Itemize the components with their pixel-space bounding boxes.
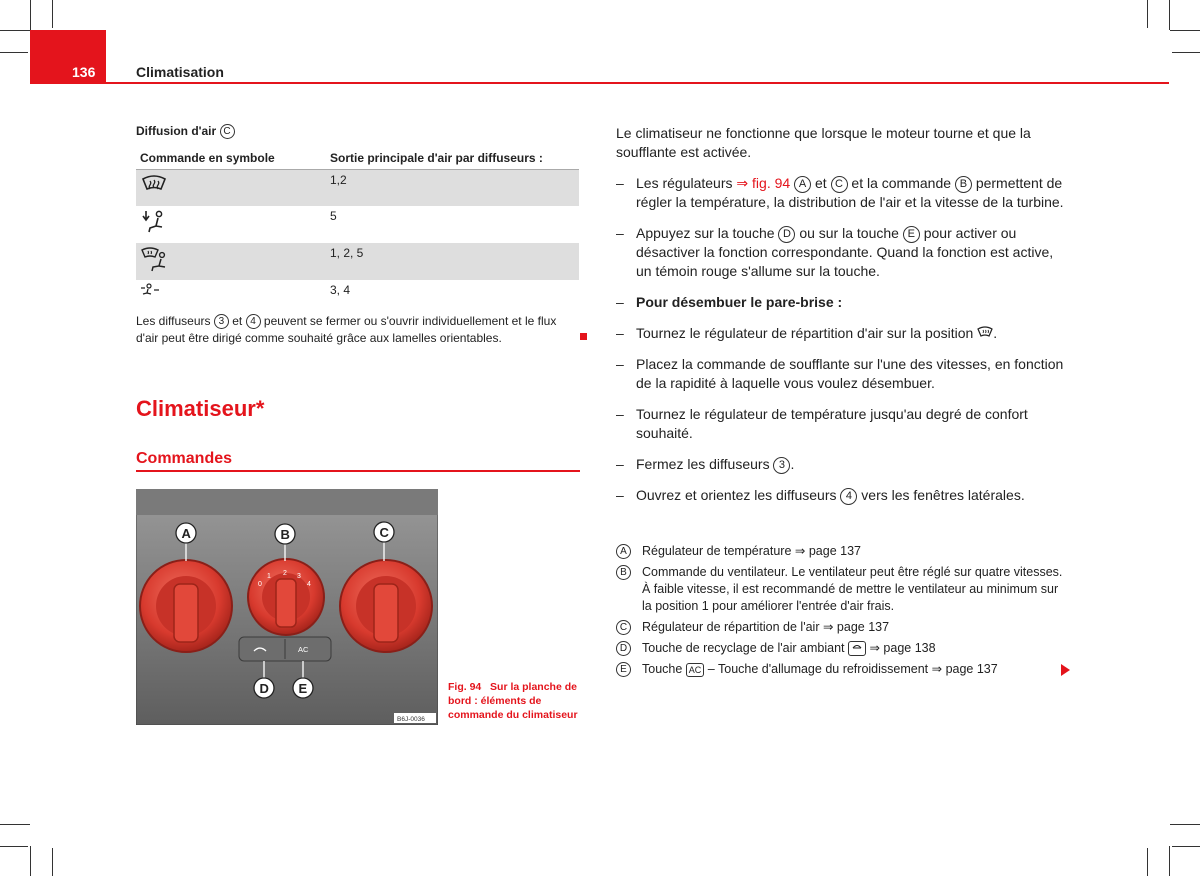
crop-mark — [0, 846, 28, 847]
fan-mark: 1 — [267, 573, 271, 580]
crop-mark — [1172, 846, 1200, 847]
number-badge: 4 — [840, 488, 857, 505]
section-title: Climatiseur* — [136, 396, 265, 421]
list-item: – Tournez le régulateur de répartition d'air sur la position . — [616, 325, 998, 341]
callout-d: D — [259, 681, 269, 696]
windshield-defrost-icon — [140, 182, 168, 196]
callout-a: A — [181, 526, 191, 541]
crop-mark — [0, 52, 28, 53]
continue-arrow-icon — [1061, 664, 1070, 676]
footwell-person-icon — [140, 224, 168, 238]
callout-e: E — [298, 681, 308, 696]
fan-mark: 3 — [297, 573, 301, 580]
crop-mark — [52, 0, 53, 28]
crop-mark — [1170, 824, 1200, 825]
figure-code: B6J-0036 — [397, 716, 425, 723]
chapter-title: Climatisation — [136, 64, 224, 80]
diffusion-table — [136, 148, 579, 303]
table-cell: 5 — [326, 206, 579, 243]
letter-badge: E — [616, 662, 631, 677]
number-badge: 3 — [773, 457, 790, 474]
letter-badge: C — [616, 620, 631, 635]
fan-mark: 2 — [283, 570, 287, 577]
number-badge: 3 — [214, 314, 229, 329]
column-header: Sortie principale d'air par diffuseurs : — [326, 148, 579, 169]
diffusion-title: Diffusion d'air C — [136, 124, 235, 139]
crop-mark — [52, 848, 53, 876]
list-item: C Régulateur de répartition de l'air ⇒ page 137 — [616, 619, 1066, 636]
crop-mark — [30, 0, 31, 30]
list-item: – Ouvrez et orientez les diffuseurs 4 vers les fenêtres latérales. — [616, 487, 1025, 503]
list-item: D Touche de recyclage de l'air ambiant ⇒ page 138 — [616, 640, 1066, 657]
column-header: Commande en symbole — [136, 148, 326, 169]
crop-mark — [1169, 0, 1170, 30]
header-rule — [106, 82, 1169, 84]
list-item: – Tournez le régulateur de température jusqu'au degré de confort souhaité. — [616, 406, 1028, 441]
letter-badge: D — [778, 226, 795, 243]
list-item: A Régulateur de température ⇒ page 137 — [616, 543, 1066, 560]
subsection-rule — [136, 470, 580, 472]
crop-mark — [1172, 52, 1200, 53]
fan-mark: 4 — [307, 581, 311, 588]
letter-badge: D — [616, 641, 631, 656]
legend-list — [616, 543, 1066, 682]
crop-mark — [0, 824, 30, 825]
diffusion-note: Les diffuseurs 3 et 4 peuvent se fermer ou s'ouvrir individuellement et le flux d'air peut être dirigé comme souhaité grâce aux lamelles orientables. — [136, 314, 557, 345]
callout-b: B — [280, 527, 290, 542]
letter-badge: B — [955, 176, 972, 193]
recirculation-icon — [848, 641, 866, 656]
climate-control-figure — [136, 489, 438, 725]
page-link[interactable]: ⇒ page 138 — [869, 641, 936, 655]
figure-link[interactable]: ⇒ fig. 94 — [736, 175, 791, 191]
table-row — [136, 280, 579, 303]
page-link[interactable]: ⇒ page 137 — [931, 662, 998, 676]
crop-mark — [1147, 0, 1148, 28]
table-header-row — [136, 148, 579, 169]
crop-mark — [1147, 848, 1148, 876]
callout-c: C — [379, 525, 389, 540]
table-row — [136, 169, 579, 206]
intro-paragraph: Le climatiseur ne fonctionne que lorsque le moteur tourne et que la soufflante est activée. — [616, 125, 1031, 160]
table-row — [136, 206, 579, 243]
letter-badge: A — [794, 176, 811, 193]
fan-mark: 0 — [258, 581, 262, 588]
windshield-defrost-icon — [977, 325, 993, 341]
table-cell: 1, 2, 5 — [326, 243, 579, 280]
section-end-marker — [580, 333, 587, 340]
face-vent-icon — [140, 286, 162, 300]
list-item: – Pour désembuer le pare-brise : — [616, 294, 843, 310]
page-link[interactable]: ⇒ page 137 — [822, 620, 890, 634]
number-badge: 4 — [246, 314, 261, 329]
page-number: 136 — [72, 64, 96, 80]
crop-mark — [30, 846, 31, 876]
table-row — [136, 243, 579, 280]
letter-badge: A — [616, 544, 631, 559]
crop-mark — [1170, 30, 1200, 31]
ac-key: AC — [686, 663, 705, 677]
table-cell: 1,2 — [326, 169, 579, 206]
table-cell: 3, 4 — [326, 280, 579, 303]
letter-badge: C — [220, 124, 235, 139]
list-item: – Les régulateurs ⇒ fig. 94 A et C et la commande B permettent de régler la température, la distribution de l'air et la vitesse de la turbine. — [616, 175, 1064, 210]
crop-mark — [1169, 846, 1170, 876]
letter-badge: B — [616, 565, 631, 580]
figure-caption: Fig. 94 Sur la planche de bord : éléments de commande du climatiseur — [448, 681, 578, 721]
letter-badge: C — [831, 176, 848, 193]
list-item: – Appuyez sur la touche D ou sur la touche E pour activer ou désactiver la fonction correspondante. Quand la fonction est active, un témoin rouge s'allume sur la touche. — [616, 225, 1054, 279]
letter-badge: E — [903, 226, 920, 243]
crop-mark — [0, 30, 30, 31]
list-item: – Placez la commande de soufflante sur l'une des vitesses, en fonction de la rapidité à laquelle vous voulez désembuer. — [616, 356, 1064, 391]
list-item: B Commande du ventilateur. Le ventilateur peut être réglé sur quatre vitesses. À faible vitesse, il est recommandé de mettre le ventilateur au minimum sur la position 1 pour améliorer l'entrée d'air frais. — [616, 564, 1066, 615]
list-item: E Touche AC – Touche d'allumage du refroidissement ⇒ page 137 — [616, 661, 1066, 678]
instruction-list — [616, 174, 1066, 517]
ac-key-label: AC — [298, 645, 309, 654]
page-link[interactable]: ⇒ page 137 — [794, 544, 861, 558]
defrost-footwell-icon — [140, 261, 170, 275]
subsection-title: Commandes — [136, 450, 233, 467]
list-item: – Fermez les diffuseurs 3 . — [616, 456, 795, 472]
